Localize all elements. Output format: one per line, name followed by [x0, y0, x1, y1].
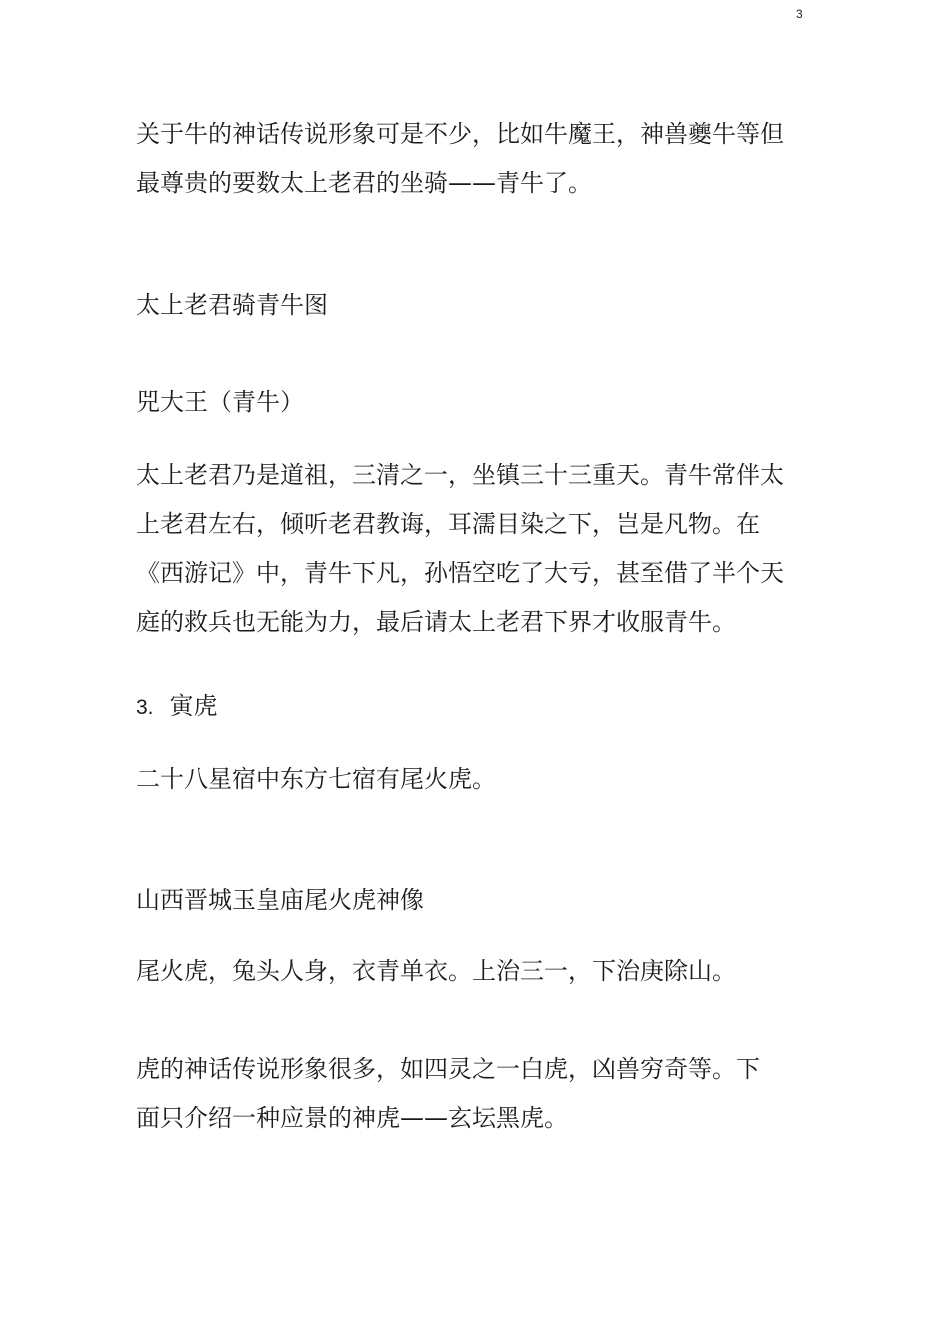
list-item-yinhu [136, 682, 816, 732]
page-number: 3 [796, 7, 803, 21]
text-line: 《西游记》中，青牛下凡，孙悟空吃了大亏，甚至借了半个天 [136, 559, 784, 587]
heading-sidawang: 兕大王（青牛） [136, 388, 304, 416]
text-line: 关于牛的神话传说形象可是不少，比如牛魔王，神兽夔牛等但 [136, 120, 784, 148]
text-line: 太上老君乃是道祖，三清之一，坐镇三十三重天。青牛常伴太 [136, 461, 784, 489]
list-number: 3. [136, 696, 154, 719]
text-line: 庭的救兵也无能为力，最后请太上老君下界才收服青牛。 [136, 608, 736, 636]
list-text: 寅虎 [169, 692, 218, 720]
paragraph-niu-myths [136, 110, 816, 208]
caption-laojun-qingniu: 太上老君骑青牛图 [136, 291, 328, 319]
caption-weihuohu-statue: 山西晋城玉皇庙尾火虎神像 [136, 886, 424, 914]
text-line: 最尊贵的要数太上老君的坐骑——青牛了。 [136, 169, 592, 197]
text-line: 上老君左右，倾听老君教诲，耳濡目染之下，岂是凡物。在 [136, 510, 760, 538]
text-line: 面只介绍一种应景的神虎——玄坛黑虎。 [136, 1104, 568, 1132]
text-line: 虎的神话传说形象很多，如四灵之一白虎，凶兽穷奇等。下 [136, 1055, 760, 1083]
paragraph-laojun [136, 451, 816, 647]
paragraph-ershiba-xingxiu: 二十八星宿中东方七宿有尾火虎。 [136, 765, 496, 793]
paragraph-hu-myths [136, 1045, 816, 1143]
paragraph-weihuohu: 尾火虎，兔头人身，衣青单衣。上治三一，下治庚除山。 [136, 957, 736, 985]
